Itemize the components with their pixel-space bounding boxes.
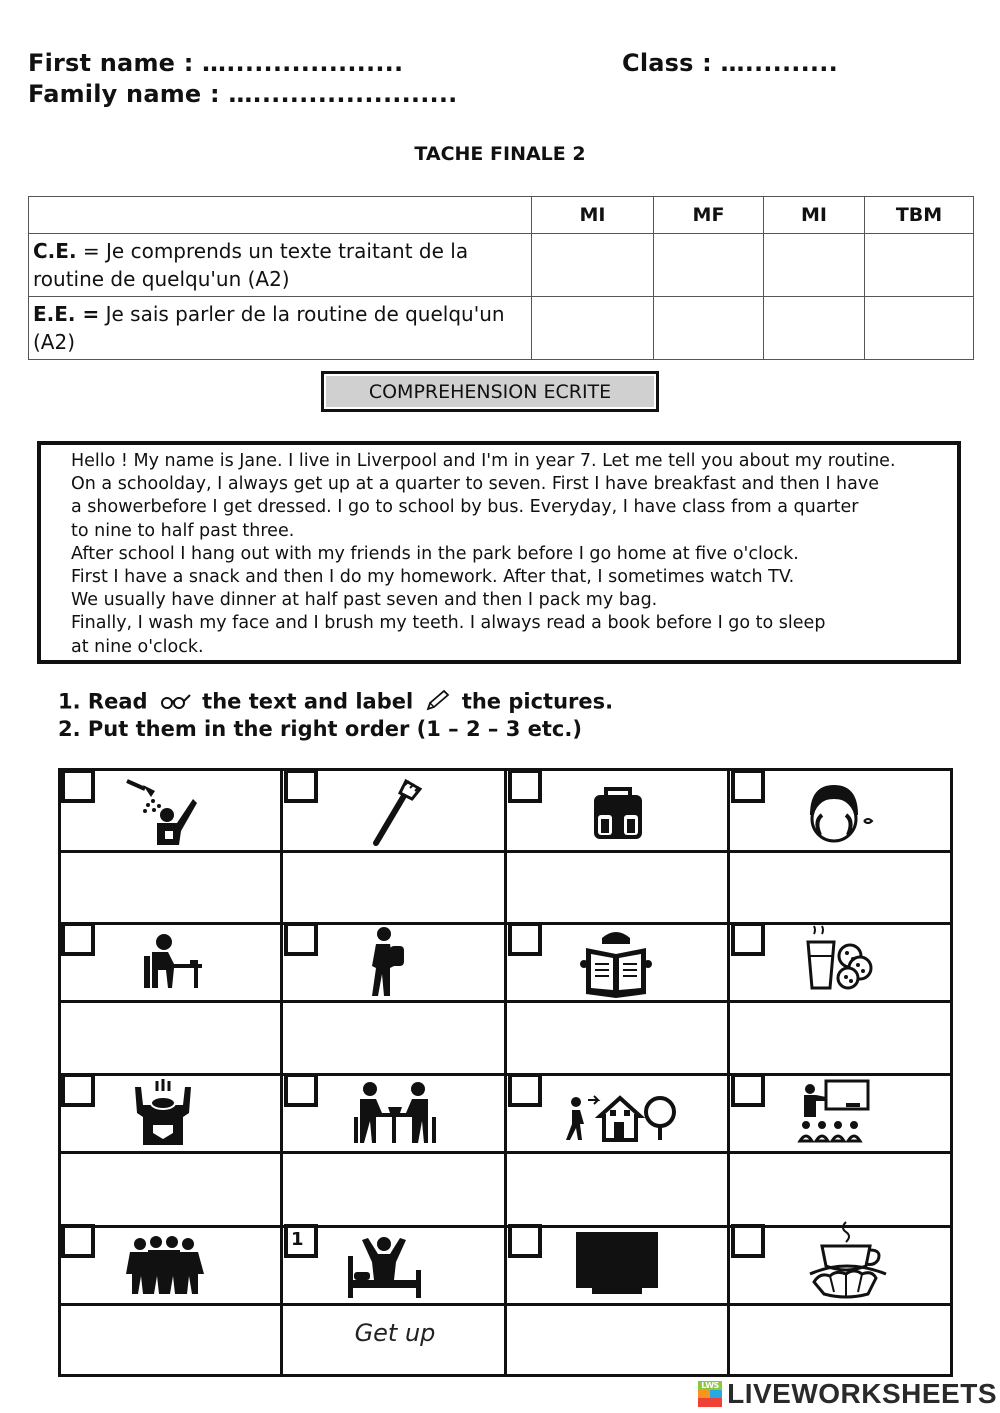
eval-cell[interactable] <box>865 297 974 360</box>
text-line: After school I hang out with my friends in the park before I go home at five o'clock. <box>71 543 799 564</box>
eval-cell[interactable] <box>654 234 764 297</box>
label-answer-input[interactable] <box>62 1152 282 1224</box>
text-line: to nine to half past three. <box>71 520 295 541</box>
friends-group-icon <box>118 1230 218 1302</box>
eval-text: Je sais parler de la routine de quelqu'un (A2) <box>33 302 505 354</box>
label-answer-input[interactable] <box>285 1152 505 1224</box>
text-line: On a schoolday, I always get up at a quarter to seven. First I have breakfast and then I have <box>71 474 879 495</box>
eval-code: C.E. <box>33 239 77 263</box>
logo-block-icon <box>710 1390 722 1398</box>
instruction-1 <box>58 689 613 716</box>
text-line: First I have a snack and then I do my homework. After that, I sometimes watch TV. <box>71 567 795 588</box>
order-checkbox[interactable] <box>731 1224 765 1258</box>
first-name-label: First name : …................... <box>28 49 404 77</box>
eval-code: E.E. = <box>33 302 100 326</box>
glasses-icon <box>159 691 191 715</box>
label-answer-input[interactable] <box>285 850 505 922</box>
order-checkbox[interactable] <box>731 1073 765 1107</box>
eval-col-header: TBM <box>865 197 974 234</box>
logo-mark-icon <box>698 1381 722 1407</box>
label-answer-input[interactable] <box>732 850 952 922</box>
schoolbag-icon <box>568 775 668 847</box>
breakfast-icon <box>800 1218 900 1290</box>
tv-icon <box>572 1230 672 1302</box>
family-name-label: Family name : …...................... <box>28 80 458 108</box>
label-answer-input[interactable] <box>285 1297 505 1369</box>
pencil-icon <box>425 689 451 716</box>
eval-header-empty <box>29 197 532 234</box>
eval-col-header: MF <box>654 197 764 234</box>
order-checkbox[interactable] <box>731 769 765 803</box>
label-answer-input[interactable] <box>509 1152 729 1224</box>
order-checkbox[interactable] <box>508 769 542 803</box>
toothbrush-icon <box>350 775 450 847</box>
eval-cell[interactable] <box>865 234 974 297</box>
eval-col-header: MI <box>764 197 865 234</box>
label-answer-input[interactable] <box>732 1305 952 1377</box>
instruction-pictures: the pictures. <box>461 689 614 714</box>
instruction-read: 1. Read <box>58 689 148 714</box>
eval-cell[interactable] <box>532 297 654 360</box>
evaluation-table <box>28 196 974 360</box>
liveworksheets-logo[interactable] <box>698 1378 997 1412</box>
order-checkbox[interactable]: 1 <box>284 1224 318 1258</box>
reading-text-box <box>37 441 961 664</box>
eval-text: = Je comprends un texte traitant de la routine de quelqu'un (A2) <box>33 239 469 291</box>
label-answer-input[interactable] <box>62 1000 282 1072</box>
logo-block-icon <box>698 1398 722 1407</box>
eval-row <box>29 234 974 297</box>
get-up-icon <box>338 1234 438 1306</box>
section-title-button[interactable]: COMPREHENSION ECRITE <box>321 371 659 412</box>
label-answer-input[interactable] <box>732 1000 952 1072</box>
page-title: TACHE FINALE 2 <box>414 143 586 165</box>
label-answer-input[interactable] <box>509 1000 729 1072</box>
order-checkbox[interactable] <box>61 769 95 803</box>
instruction-2: 2. Put them in the right order (1 – 2 – 3 etc.) <box>58 717 582 741</box>
go-home-icon <box>562 1080 662 1152</box>
order-checkbox[interactable] <box>61 1073 95 1107</box>
logo-block-icon <box>698 1390 710 1398</box>
text-line: a showerbefore I get dressed. I go to school by bus. Everyday, I have class from a quarter <box>71 497 859 518</box>
order-checkbox[interactable] <box>731 922 765 956</box>
logo-mark-letter: LWS <box>701 1381 719 1390</box>
order-checkbox[interactable] <box>508 1224 542 1258</box>
dinner-table-icon <box>346 1077 446 1149</box>
label-answer-input[interactable] <box>62 850 282 922</box>
eval-row <box>29 297 974 360</box>
order-checkbox[interactable] <box>508 922 542 956</box>
reading-book-icon <box>566 926 666 998</box>
eval-row-description <box>29 297 532 360</box>
text-line: Hello ! My name is Jane. I live in Liverpool and I'm in year 7. Let me tell you about my routine. <box>71 451 896 471</box>
order-checkbox[interactable] <box>508 1073 542 1107</box>
label-answer-input[interactable] <box>285 1000 505 1072</box>
student-walking-icon <box>336 926 436 998</box>
homework-desk-icon <box>118 926 218 998</box>
eval-col-header: MI <box>532 197 654 234</box>
order-checkbox[interactable] <box>61 922 95 956</box>
text-line: Finally, I wash my face and I brush my teeth. I always read a book before I go to sleep <box>71 613 826 634</box>
class-label: Class : ….......... <box>622 49 838 77</box>
label-answer-input[interactable] <box>509 1305 729 1377</box>
getting-dressed-icon <box>113 1077 213 1149</box>
eval-cell[interactable] <box>654 297 764 360</box>
eval-cell[interactable] <box>532 234 654 297</box>
order-checkbox[interactable] <box>284 922 318 956</box>
order-checkbox[interactable] <box>61 1224 95 1258</box>
text-line: at nine o'clock. <box>71 636 204 657</box>
eval-header-row <box>29 197 974 234</box>
text-line: We usually have dinner at half past seven and then I pack my bag. <box>71 590 658 611</box>
grid-divider <box>61 1073 950 1076</box>
label-answer-input[interactable] <box>509 850 729 922</box>
instruction-label: the text and label <box>202 689 414 714</box>
wash-face-icon <box>790 775 890 847</box>
order-checkbox[interactable] <box>284 769 318 803</box>
shower-icon <box>115 775 215 847</box>
label-answer-input[interactable] <box>62 1305 282 1377</box>
snack-icon <box>790 922 890 994</box>
eval-cell[interactable] <box>764 234 865 297</box>
eval-cell[interactable] <box>764 297 865 360</box>
eval-row-description <box>29 234 532 297</box>
order-checkbox[interactable] <box>284 1073 318 1107</box>
brand-name: LIVEWORKSHEETS <box>727 1378 998 1409</box>
label-answer-input[interactable] <box>732 1152 952 1224</box>
classroom-icon <box>792 1077 892 1149</box>
